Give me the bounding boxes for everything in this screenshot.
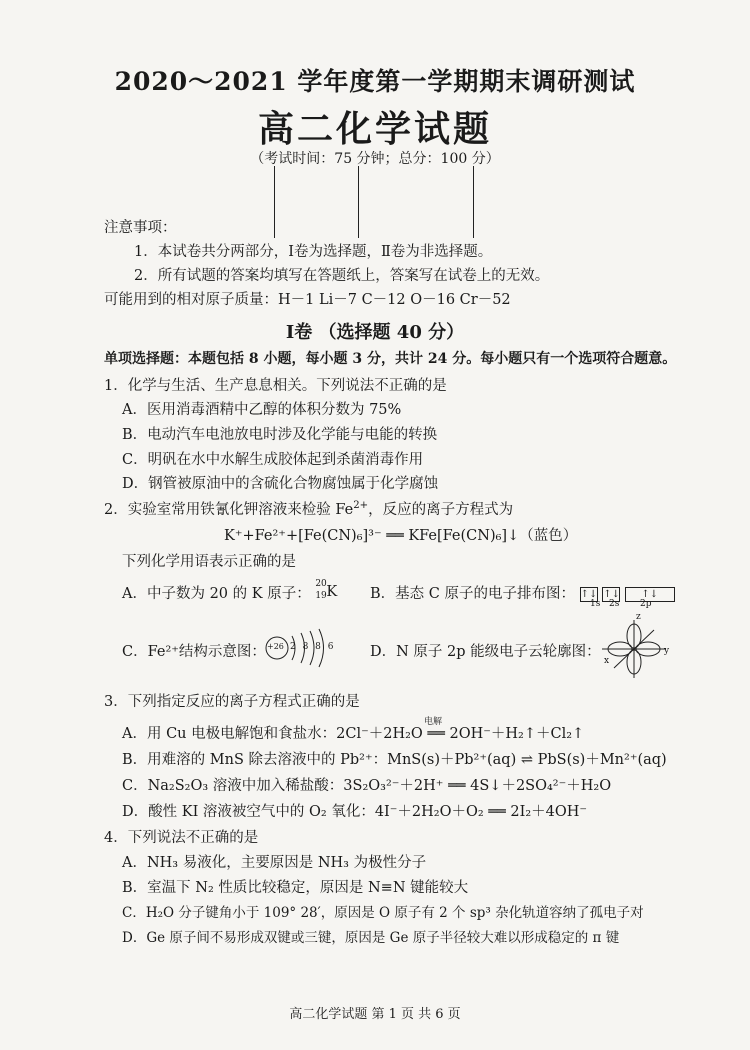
orbital-label: 2s <box>609 599 620 609</box>
option-a: A．医用消毒酒精中乙醇的体积分数为 75% <box>122 402 402 418</box>
divider-line <box>358 166 359 238</box>
option-a: A．NH₃ 易液化，主要原因是 NH₃ 为极性分子 <box>122 855 427 871</box>
option-c: C．Fe²⁺结构示意图： <box>122 644 266 660</box>
axis-label-y: y <box>664 646 670 656</box>
question-stem: 4．下列说法不正确的是 <box>104 830 259 846</box>
divider-line <box>473 166 474 238</box>
notice-heading: 注意事项： <box>104 220 177 236</box>
exam-title: 2020～2021 学年度第一学期期末调研测试 <box>114 67 636 96</box>
orbital-label: 2p <box>640 599 652 609</box>
section-instruction: 单项选择题：本题包括 8 小题，每小题 3 分，共计 24 分。每小题只有一个选项符合题意。 <box>104 351 677 367</box>
option-d: D．Ge 原子间不易形成双键或三键，原因是 Ge 原子半径较大难以形成稳定的 π 键 <box>122 930 620 946</box>
axis-label-z: z <box>636 612 641 622</box>
sub-stem: 下列化学用语表示正确的是 <box>122 554 296 570</box>
option-d: D．钢管被原油中的含硫化合物腐蚀属于化学腐蚀 <box>122 476 439 492</box>
stem-suffix: ，反应的离子方程式为 <box>368 502 514 518</box>
option-a-text: A．中子数为 20 的 K 原子： <box>122 586 311 602</box>
notice-item: 1．本试卷共分两部分，Ⅰ卷为选择题，Ⅱ卷为非选择题。 <box>134 244 493 260</box>
option-c: C．明矾在水中水解生成胶体起到杀菌消毒作用 <box>122 452 424 468</box>
stem-charge: 2+ <box>353 500 369 512</box>
option-b: B．室温下 N₂ 性质比较稳定，原因是 N≡N 键能较大 <box>122 880 469 896</box>
stem-prefix: 2．实验室常用铁氰化钾溶液来检验 Fe <box>104 502 354 518</box>
option-b <box>370 582 675 603</box>
subject-title: 高二化学试题 <box>257 108 492 150</box>
option-a <box>122 579 338 603</box>
question-stem: 3．下列指定反应的离子方程式正确的是 <box>104 694 360 710</box>
orbital-box-1s: ↑↓ <box>580 588 598 600</box>
isotope-notation <box>315 579 338 603</box>
option-a: A．用 Cu 电极电解饱和食盐水：2Cl⁻＋2H₂O ══ 2OH⁻＋H₂↑＋Cl₂↑ <box>122 726 585 742</box>
notice-item: 2．所有试题的答案均填写在答题纸上，答案写在试卷上的无效。 <box>134 268 550 284</box>
element-symbol: K <box>326 584 338 600</box>
orbital-box-2p: ↑↓ <box>625 587 675 602</box>
question-stem: 1．化学与生活、生产息息相关。下列说法不正确的是 <box>104 378 447 394</box>
p-orbital-diagram <box>594 616 674 682</box>
option-b-text: B．基态 C 原子的电子排布图： <box>370 586 575 602</box>
mass-number: 20 <box>315 579 327 589</box>
option-d: D．N 原子 2p 能级电子云轮廓图： <box>370 644 601 660</box>
axis-label-x: x <box>604 656 610 666</box>
divider-line <box>274 166 275 238</box>
option-c: C．H₂O 分子键角小于 109° 28′，原因是 O 原子有 2 个 sp³ 杂化轨道容纳了孤电子对 <box>122 905 644 921</box>
section-title: Ⅰ卷 （选择题 40 分） <box>285 322 465 343</box>
option-b: B．电动汽车电池放电时涉及化学能与电能的转换 <box>122 427 438 443</box>
orbital-box-2s: ↑↓ <box>603 588 620 600</box>
exam-info: （考试时间：75 分钟；总分：100 分） <box>250 151 500 167</box>
electron-shells: 2 8 8 6 <box>290 642 336 652</box>
option-b: B．用难溶的 MnS 除去溶液中的 Pb²⁺：MnS(s)＋Pb²⁺(aq) ⇌ PbS(s)＋Mn²⁺(aq) <box>122 752 667 768</box>
option-d: D．酸性 KI 溶液被空气中的 O₂ 氧化：4I⁻＋2H₂O＋O₂ ══ 2I₂＋4OH⁻ <box>122 804 588 820</box>
nucleus-charge: +26 <box>267 642 284 651</box>
atomic-number: 19 <box>315 591 327 601</box>
reaction-condition: 电解 <box>424 717 443 727</box>
question-stem <box>104 498 513 519</box>
orbital-label: 1s <box>590 599 601 609</box>
page-footer: 高二化学试题 第 1 页 共 6 页 <box>289 1007 461 1022</box>
reaction-equation: K⁺+Fe²⁺+[Fe(CN)₆]³⁻ ══ KFe[Fe(CN)₆]↓（蓝色） <box>224 528 578 544</box>
atomic-masses: 可能用到的相对原子质量：H－1 Li－7 C－12 O－16 Cr－52 <box>104 292 511 308</box>
option-c: C．Na₂S₂O₃ 溶液中加入稀盐酸：3S₂O₃²⁻＋2H⁺ ══ 4S↓＋2SO₄²⁻＋H₂O <box>122 778 612 794</box>
